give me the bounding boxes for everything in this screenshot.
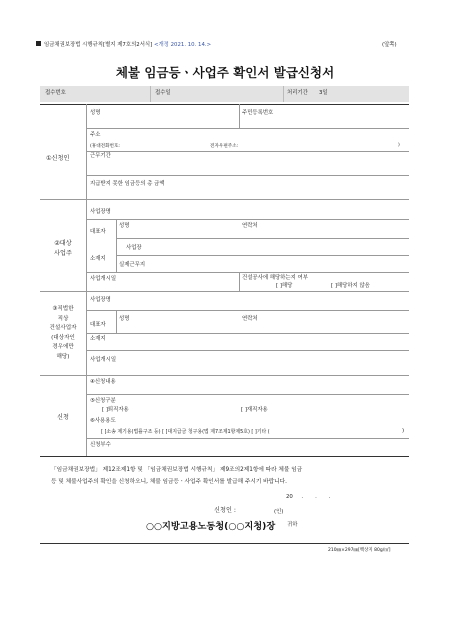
revision-label: <개정 2021. 10. 14.> [153, 42, 212, 48]
signature-label: 신청인 : [214, 507, 236, 514]
page-title: 체불 임금등ㆍ사업주 확인서 발급신청서 [115, 65, 335, 80]
square-bullet-icon [36, 41, 41, 46]
work-period-label: 근무기간 [90, 153, 111, 159]
receipt-bar [40, 86, 409, 102]
contractor-representative-label: 대표자 [90, 322, 106, 328]
recipient-office: ○○지방고용노동청(○○지청)장 [146, 521, 276, 532]
contractor-start-date-label: 사업개시일 [90, 357, 117, 363]
contractor-business-name-label: 사업장명 [90, 297, 111, 303]
declaration-text [51, 464, 302, 488]
contractor-location-label: 소재지 [90, 336, 106, 342]
paper-spec: 210㎜×297㎜[백상지 80g/㎡] [328, 548, 391, 553]
employer-site-label: 사업장 [126, 245, 142, 251]
request-category-label: ⑤신청구분 [90, 398, 116, 404]
request-copies-label: 신청부수 [90, 442, 111, 448]
employer-business-start-label: 사업개시일 [90, 276, 117, 282]
employer-business-name-label: 사업장명 [90, 209, 111, 215]
resident-number-label: 주민등록번호 [242, 110, 274, 116]
request-section-label: 신청 [57, 414, 69, 421]
signature-stamp: (인) [274, 509, 284, 515]
contractor-rep-contact-label: 연락처 [242, 316, 258, 322]
employer-location-label: 소재지 [90, 256, 106, 262]
request-purpose-close: ) [402, 428, 405, 434]
email-close: ) [398, 143, 400, 148]
processing-period-label: 처리기간 [287, 90, 308, 96]
declaration-line-2: 등 및 체불사업주의 확인을 신청하오니, 체불 임금등ㆍ사업주 확인서를 발급해 주시기 바랍니다. [51, 479, 287, 485]
address-label: 주소 [90, 132, 101, 138]
page-side-note: (앞쪽) [382, 42, 397, 48]
receipt-number-label: 접수번호 [45, 90, 66, 96]
employer-representative-label: 대표자 [90, 229, 106, 235]
construction-option-yes[interactable]: [ ]해당 [276, 283, 293, 289]
recipient-suffix: 귀하 [287, 522, 298, 528]
phone-label: (휴대전화번호: [90, 144, 120, 149]
declaration-line-1: 「임금채권보장법」 제12조제1항 및 「임금채권보장법 시행규칙」 제9조의2제1항에 따라 체불 임금 [51, 467, 303, 473]
request-content-label: ④신청내용 [90, 379, 116, 385]
regulation-label: 임금채권보장법 시행규칙[별지 제7호의2서식] [44, 42, 153, 48]
contractor-rep-name-label: 성명 [119, 316, 130, 322]
unpaid-total-label: 지급받지 못한 임금등의 총 금액 [90, 181, 165, 187]
processing-period-value: 3일 [319, 90, 328, 96]
form-header [36, 41, 211, 49]
request-purpose-label: ⑥사용용도 [90, 418, 116, 424]
application-date: 20 . . . [286, 494, 331, 500]
employer-rep-contact-label: 연락처 [242, 223, 258, 229]
request-purpose-options[interactable]: [ ]소송 제기용(법률구조 등) [ ]대지급금 청구용(법 제7조제1항제5호) [ ]기타 ( [101, 429, 270, 435]
request-option-employed[interactable]: [ ]재직자용 [241, 407, 268, 413]
employer-actual-site-label: 실제근무지 [119, 262, 146, 268]
applicant-name-label: 성명 [90, 110, 101, 116]
employer-section-label: ②대상 사업주 [54, 240, 72, 257]
applicant-section-label: ①신청인 [46, 155, 70, 162]
request-option-retired[interactable]: [ ]퇴직자용 [102, 407, 129, 413]
employer-rep-name-label: 성명 [119, 223, 130, 229]
contractor-section-label: ③직법한 직상 건설사업자 (대상자인 경우에만 해당) [49, 306, 77, 360]
receipt-date-label: 접수일 [155, 90, 171, 96]
construction-question-label: 건설공사에 해당하는지 여부 [242, 275, 308, 281]
email-label: 전자우편주소: [210, 144, 239, 149]
construction-option-no[interactable]: [ ]해당하지 않음 [331, 283, 370, 289]
